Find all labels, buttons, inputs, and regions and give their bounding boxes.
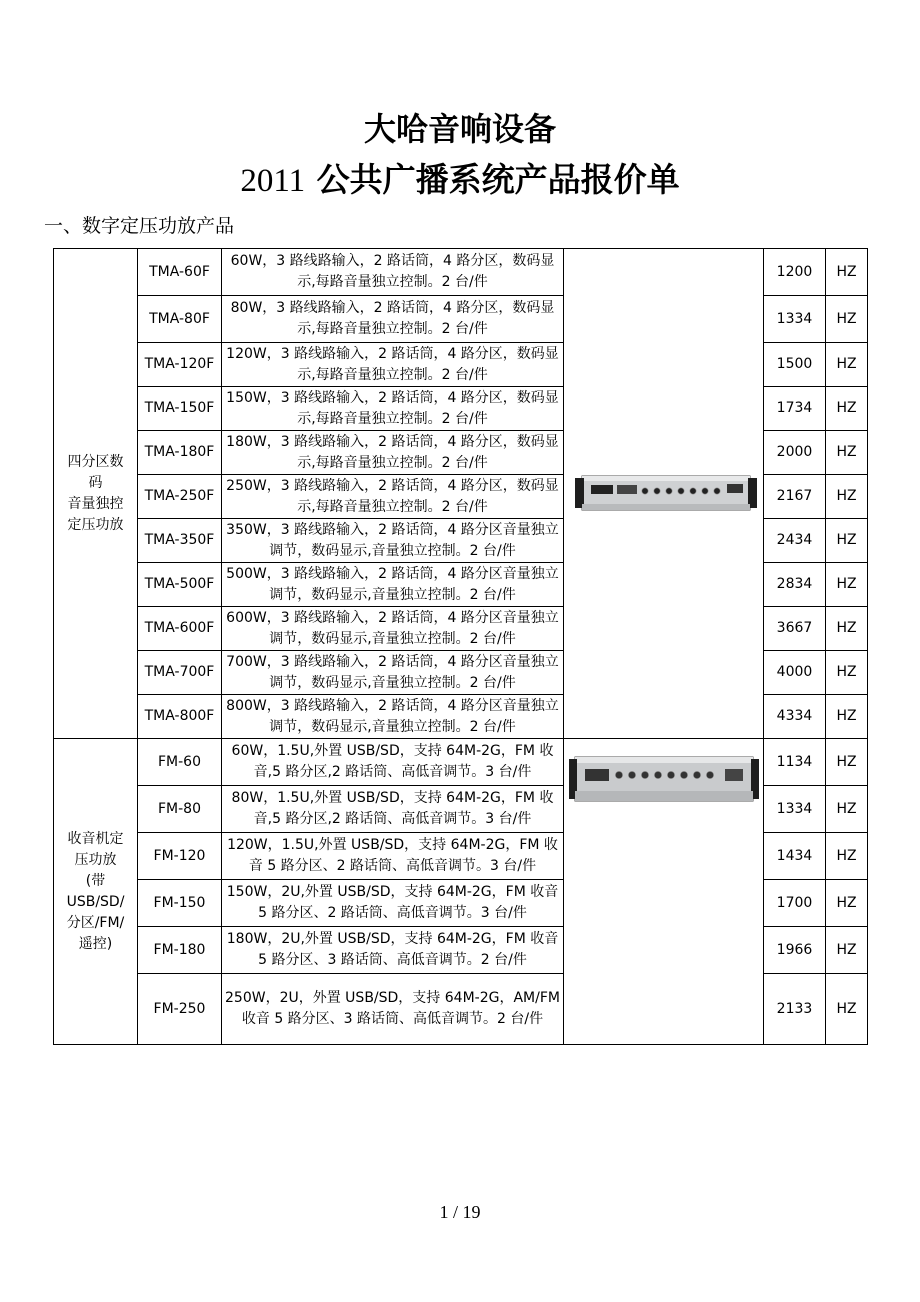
description-cell: 800W，3 路线路输入，2 路话筒，4 路分区音量独立调节，数码显示,音量独立控制。2 台/件 [222, 695, 564, 739]
unit-cell: HZ [826, 786, 868, 833]
model-cell: TMA-700F [138, 651, 222, 695]
category-line: 遥控) [78, 935, 113, 952]
model-cell: TMA-800F [138, 695, 222, 739]
model-cell: TMA-180F [138, 431, 222, 475]
unit-cell: HZ [826, 249, 868, 296]
unit-cell: HZ [826, 739, 868, 786]
category-line: 定压功放 [67, 516, 124, 533]
model-cell: TMA-600F [138, 607, 222, 651]
price-cell: 1734 [764, 387, 826, 431]
description-cell: 250W，3 路线路输入，2 路话筒，4 路分区，数码显示,每路音量独立控制。2 台/件 [222, 475, 564, 519]
unit-cell: HZ [826, 296, 868, 343]
category-line: 分区/FM/ [66, 914, 125, 931]
category-line: 码 [88, 474, 103, 491]
price-cell: 1334 [764, 296, 826, 343]
description-cell: 350W，3 路线路输入，2 路话筒，4 路分区音量独立调节，数码显示,音量独立控制。2 台/件 [222, 519, 564, 563]
unit-cell: HZ [826, 431, 868, 475]
price-cell: 3667 [764, 607, 826, 651]
price-cell: 1334 [764, 786, 826, 833]
unit-cell: HZ [826, 475, 868, 519]
amplifier-photo [564, 249, 764, 739]
unit-cell: HZ [826, 833, 868, 880]
category-cell [54, 739, 138, 1045]
fm-amplifier-photo [564, 739, 764, 1045]
unit-cell: HZ [826, 607, 868, 651]
price-cell: 2834 [764, 563, 826, 607]
price-cell: 2000 [764, 431, 826, 475]
unit-cell: HZ [826, 695, 868, 739]
category-line: 音量独控 [67, 495, 124, 512]
model-cell: FM-60 [138, 739, 222, 786]
unit-cell: HZ [826, 880, 868, 927]
description-cell: 150W，2U,外置 USB/SD，支持 64M-2G，FM 收音 5 路分区、2 路话筒、高低音调节。3 台/件 [222, 880, 564, 927]
price-cell: 1200 [764, 249, 826, 296]
page-number: 1 / 19 [439, 1202, 481, 1222]
unit-cell: HZ [826, 563, 868, 607]
unit-cell: HZ [826, 927, 868, 974]
unit-cell: HZ [826, 343, 868, 387]
price-cell: 1134 [764, 739, 826, 786]
model-cell: TMA-250F [138, 475, 222, 519]
category-line: 收音机定 [67, 830, 124, 847]
category-line: USB/SD/ [66, 893, 125, 910]
category-line: 压功放 [74, 851, 117, 868]
category-line: (带 [85, 872, 106, 889]
price-cell: 1434 [764, 833, 826, 880]
description-cell: 80W，3 路线路输入，2 路话筒，4 路分区，数码显示,每路音量独立控制。2 台/件 [222, 296, 564, 343]
description-cell: 80W，1.5U,外置 USB/SD，支持 64M-2G，FM 收音,5 路分区,2 路话筒、高低音调节。3 台/件 [222, 786, 564, 833]
model-cell: TMA-150F [138, 387, 222, 431]
subtitle-year: 2011 [240, 163, 306, 199]
description-cell: 150W，3 路线路输入，2 路话筒，4 路分区，数码显示,每路音量独立控制。2 台/件 [222, 387, 564, 431]
description-cell: 180W，2U,外置 USB/SD，支持 64M-2G，FM 收音 5 路分区、3 路话筒、高低音调节。2 台/件 [222, 927, 564, 974]
model-cell: FM-150 [138, 880, 222, 927]
document-subtitle [0, 154, 920, 201]
unit-cell: HZ [826, 387, 868, 431]
model-cell: FM-180 [138, 927, 222, 974]
table-row [54, 739, 868, 786]
price-cell: 2133 [764, 974, 826, 1045]
unit-cell: HZ [826, 519, 868, 563]
description-cell: 60W，1.5U,外置 USB/SD，支持 64M-2G，FM 收音,5 路分区,2 路话筒、高低音调节。3 台/件 [222, 739, 564, 786]
price-cell: 1966 [764, 927, 826, 974]
model-cell: FM-120 [138, 833, 222, 880]
description-cell: 250W，2U，外置 USB/SD，支持 64M-2G，AM/FM 收音 5 路分区、3 路话筒、高低音调节。2 台/件 [222, 974, 564, 1045]
model-cell: FM-80 [138, 786, 222, 833]
unit-cell: HZ [826, 974, 868, 1045]
model-cell: FM-250 [138, 974, 222, 1045]
document-title: 大哈音响设备 [363, 110, 556, 148]
category-line: 四分区数 [67, 453, 124, 470]
description-cell: 60W，3 路线路输入，2 路话筒，4 路分区，数码显示,每路音量独立控制。2 台/件 [222, 249, 564, 296]
model-cell: TMA-120F [138, 343, 222, 387]
description-cell: 120W，3 路线路输入，2 路话筒，4 路分区，数码显示,每路音量独立控制。2 台/件 [222, 343, 564, 387]
price-cell: 2167 [764, 475, 826, 519]
model-cell: TMA-500F [138, 563, 222, 607]
description-cell: 700W，3 路线路输入，2 路话筒，4 路分区音量独立调节，数码显示,音量独立控制。2 台/件 [222, 651, 564, 695]
model-cell: TMA-60F [138, 249, 222, 296]
price-cell: 1700 [764, 880, 826, 927]
price-cell: 4000 [764, 651, 826, 695]
description-cell: 500W，3 路线路输入，2 路话筒，4 路分区音量独立调节，数码显示,音量独立控制。2 台/件 [222, 563, 564, 607]
model-cell: TMA-80F [138, 296, 222, 343]
description-cell: 120W，1.5U,外置 USB/SD，支持 64M-2G，FM 收音 5 路分区、2 路话筒、高低音调节。3 台/件 [222, 833, 564, 880]
section-heading: 一、数字定压功放产品 [44, 215, 235, 237]
subtitle-text: 公共广播系统产品报价单 [305, 160, 680, 199]
category-cell [54, 249, 138, 739]
model-cell: TMA-350F [138, 519, 222, 563]
price-cell: 2434 [764, 519, 826, 563]
price-cell: 4334 [764, 695, 826, 739]
description-cell: 600W，3 路线路输入，2 路话筒，4 路分区音量独立调节，数码显示,音量独立控制。2 台/件 [222, 607, 564, 651]
price-cell: 1500 [764, 343, 826, 387]
table-row [54, 249, 868, 296]
unit-cell: HZ [826, 651, 868, 695]
description-cell: 180W，3 路线路输入，2 路话筒，4 路分区，数码显示,每路音量独立控制。2 台/件 [222, 431, 564, 475]
price-table [53, 248, 868, 1045]
